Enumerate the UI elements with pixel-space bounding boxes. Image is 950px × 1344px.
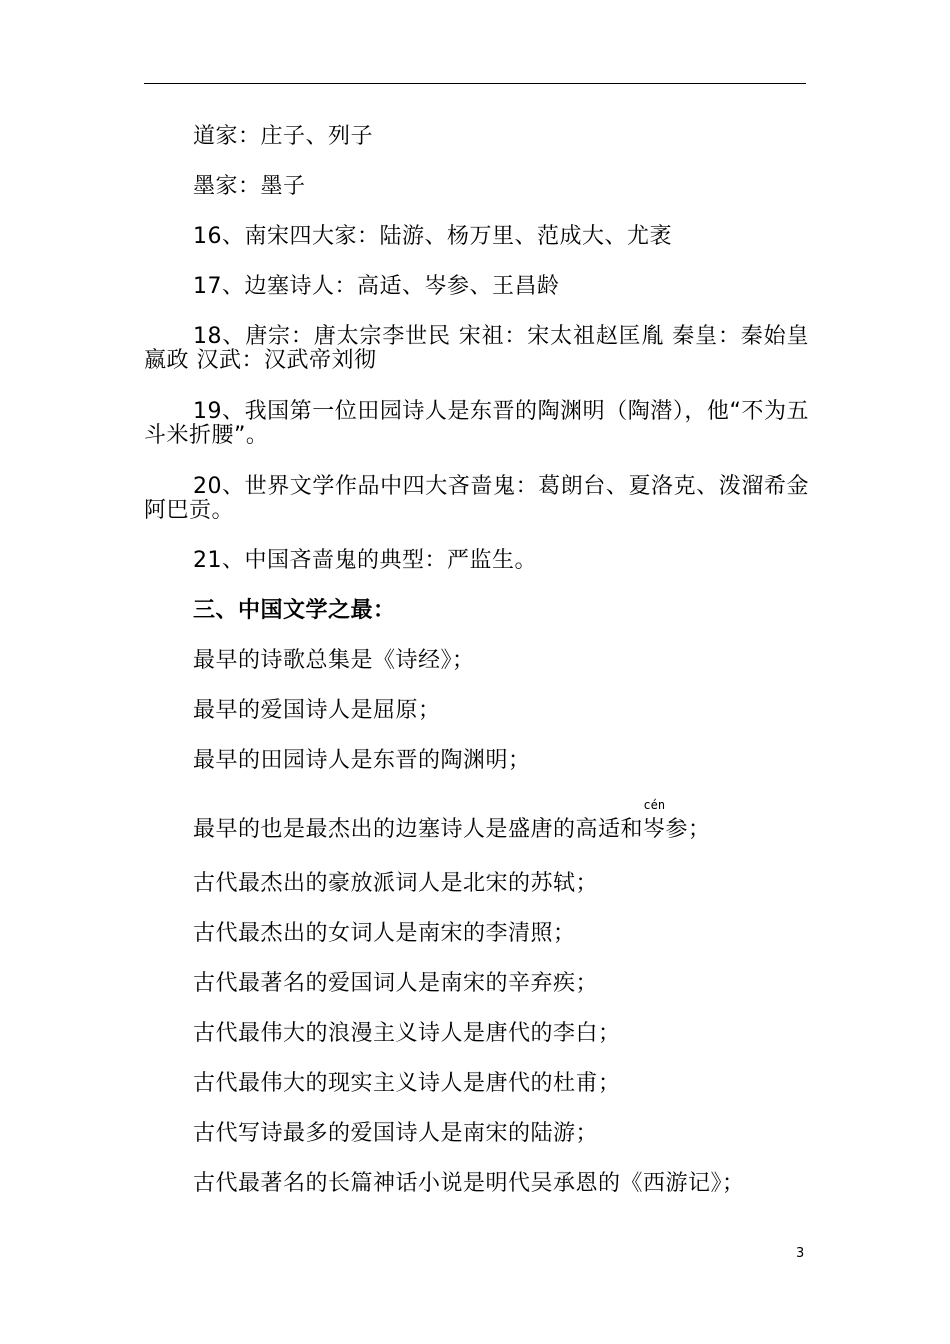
- fact-line-8: 古代最伟大的浪漫主义诗人是唐代的李白；: [193, 1021, 621, 1046]
- page-number: 3: [796, 1246, 805, 1261]
- fact-line-10: 古代写诗最多的爱国诗人是南宋的陆游；: [193, 1121, 599, 1146]
- text-line-16: 16、南宋四大家：陆游、杨万里、范成大、尤袤: [193, 224, 672, 249]
- fact-line-4: [193, 798, 711, 842]
- fact-line-11: 古代最著名的长篇神话小说是明代吴承恩的《西游记》；: [193, 1171, 745, 1196]
- text-line-mojia: 墨家：墨子: [193, 174, 306, 199]
- text-line-17: 17、边塞诗人：高适、岑参、王昌龄: [193, 274, 560, 299]
- text-line-21: 21、中国吝啬鬼的典型：严监生。: [193, 548, 537, 573]
- ruby-annotated-char: [643, 798, 666, 842]
- fact-line-4-text: 最早的也是最杰出的边塞诗人是盛唐的高适和: [193, 817, 644, 842]
- fact-line-2: 最早的爱国诗人是屈原；: [193, 698, 441, 723]
- fact-line-6: 古代最杰出的女词人是南宋的李清照；: [193, 921, 576, 946]
- text-para-18: 18、唐宗：唐太宗李世民 宋祖：宋太祖赵匡胤 秦皇：秦始皇嬴政 汉武：汉武帝刘彻: [144, 324, 809, 373]
- fact-line-1: 最早的诗歌总集是《诗经》；: [193, 648, 475, 673]
- ruby-base-char: 岑: [643, 817, 666, 842]
- fact-line-7: 古代最著名的爱国词人是南宋的辛弃疾；: [193, 971, 599, 996]
- header-rule: [144, 83, 806, 84]
- text-para-19: 19、我国第一位田园诗人是东晋的陶渊明（陶潜），他“不为五斗米折腰”。: [144, 399, 809, 448]
- text-para-20: 20、世界文学作品中四大吝啬鬼：葛朗台、夏洛克、泼溜希金阿巴贡。: [144, 474, 809, 523]
- text-line-daojia: 道家：庄子、列子: [193, 124, 374, 149]
- fact-line-4-tail: 参；: [665, 817, 711, 842]
- fact-line-5: 古代最杰出的豪放派词人是北宋的苏轼；: [193, 871, 599, 896]
- section-heading: 三、中国文学之最：: [193, 598, 396, 623]
- pinyin-annotation: cén: [643, 798, 666, 812]
- fact-line-9: 古代最伟大的现实主义诗人是唐代的杜甫；: [193, 1071, 621, 1096]
- fact-line-3: 最早的田园诗人是东晋的陶渊明；: [193, 748, 531, 773]
